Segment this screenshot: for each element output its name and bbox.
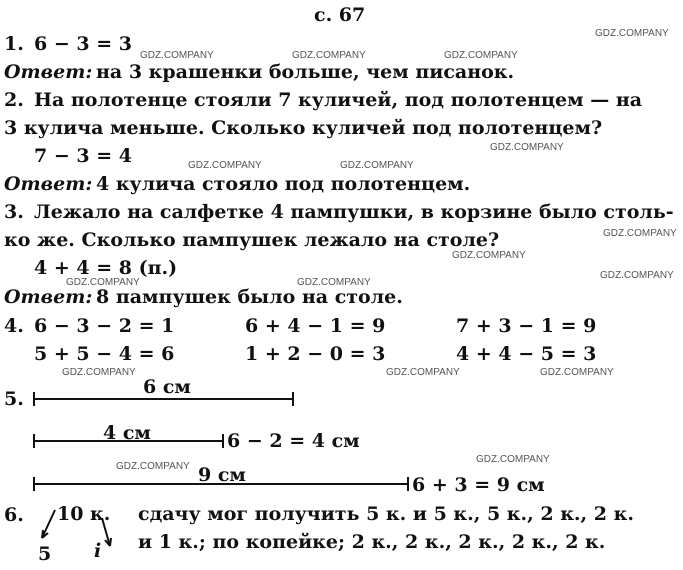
segment2-label: 4 см	[103, 422, 151, 444]
task4-expression: 1 + 2 − 0 = 3	[245, 343, 386, 365]
watermark: GDZ.COMPANY	[297, 277, 371, 288]
watermark: GDZ.COMPANY	[490, 142, 564, 153]
watermark: GDZ.COMPANY	[140, 50, 214, 61]
task5-number: 5.	[4, 388, 24, 410]
task4-number: 4.	[4, 315, 24, 337]
watermark: GDZ.COMPANY	[188, 160, 262, 171]
task3-answer-text: 8 пампушек было на столе.	[96, 286, 403, 308]
task6-number: 6.	[4, 504, 24, 526]
task2-expression: 7 − 3 = 4	[34, 145, 132, 167]
segment3-label: 9 см	[198, 464, 246, 486]
watermark: GDZ.COMPANY	[600, 270, 674, 281]
task1-answer-label: Ответ:	[4, 61, 93, 83]
task3-number: 3.	[4, 201, 24, 223]
task1-expression: 6 − 3 = 3	[34, 33, 132, 55]
watermark: GDZ.COMPANY	[540, 367, 614, 378]
watermark: GDZ.COMPANY	[340, 160, 414, 171]
watermark: GDZ.COMPANY	[62, 367, 136, 378]
task6-text-line2: и 1 к.; по копейке; 2 к., 2 к., 2 к., 2 к., 2 к.	[138, 531, 606, 553]
task2-answer-label: Ответ:	[4, 173, 93, 195]
task1-number: 1.	[4, 33, 24, 55]
segment1-label: 6 см	[143, 376, 191, 398]
task6-branch-left: 5	[38, 543, 52, 565]
watermark: GDZ.COMPANY	[66, 277, 140, 288]
segment3-expression: 6 + 3 = 9 см	[412, 474, 545, 496]
task6-coin: 10 к.	[57, 503, 111, 525]
page-number: с. 67	[314, 4, 366, 26]
task3-text-line2: ко же. Сколько пампушек лежало на столе?	[4, 229, 500, 251]
task4-expression: 7 + 3 − 1 = 9	[456, 315, 597, 337]
watermark: GDZ.COMPANY	[444, 50, 518, 61]
watermark: GDZ.COMPANY	[452, 250, 526, 261]
watermark: GDZ.COMPANY	[603, 228, 677, 239]
task3-expression: 4 + 4 = 8 (п.)	[34, 257, 178, 279]
watermark: GDZ.COMPANY	[595, 28, 669, 39]
task6-text-line1: сдачу мог получить 5 к. и 5 к., 5 к., 2 к., 2 к.	[138, 503, 634, 525]
task2-number: 2.	[4, 89, 24, 111]
watermark: GDZ.COMPANY	[476, 454, 550, 465]
task3-text-line1: Лежало на салфетке 4 пампушки, в корзине было столь-	[34, 201, 674, 223]
task2-text-line1: На полотенце стояли 7 куличей, под полотенцем — на	[34, 89, 643, 111]
task6-branch-right: i	[94, 540, 102, 562]
task4-expression: 5 + 5 − 4 = 6	[34, 343, 175, 365]
watermark: GDZ.COMPANY	[116, 461, 190, 472]
task2-answer-text: 4 кулича стояло под полотенцем.	[96, 173, 471, 195]
task4-expression: 6 + 4 − 1 = 9	[245, 315, 386, 337]
task3-answer-label: Ответ:	[4, 286, 93, 308]
segment2-expression: 6 − 2 = 4 см	[227, 430, 360, 452]
task2-text-line2: 3 кулича меньше. Сколько куличей под полотенцем?	[4, 117, 603, 139]
task4-expression: 6 − 3 − 2 = 1	[34, 315, 175, 337]
task1-answer-text: на 3 крашенки больше, чем писанок.	[96, 61, 515, 83]
watermark: GDZ.COMPANY	[292, 50, 366, 61]
task4-expression: 4 + 4 − 5 = 3	[456, 343, 597, 365]
watermark: GDZ.COMPANY	[386, 367, 460, 378]
